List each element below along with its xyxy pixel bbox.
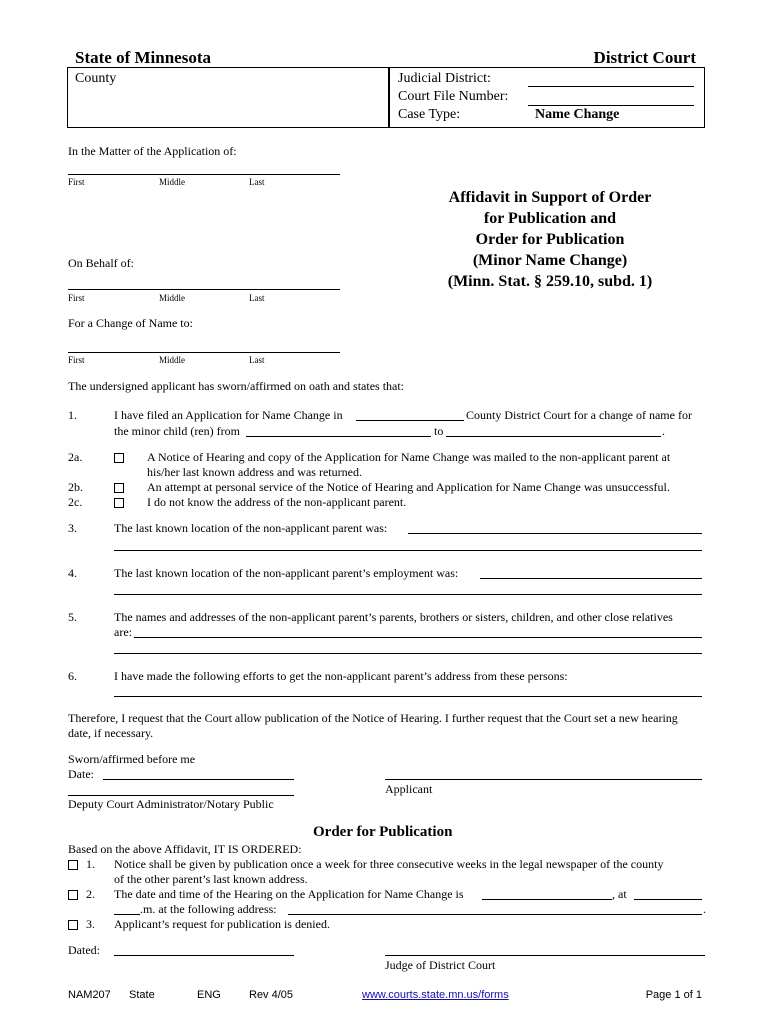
- therefore-text: Therefore, I request that the Court allow publication of the Notice of Hearing. I further request that the Court set a new hearing: [68, 711, 678, 725]
- forms-link[interactable]: www.courts.state.mn.us/forms: [362, 989, 509, 1001]
- middle-label: Middle: [159, 177, 185, 187]
- item-text: of the other parent’s last known address.: [114, 872, 308, 886]
- parent-location-field-2[interactable]: [114, 538, 702, 551]
- sworn-date-field[interactable]: [103, 767, 294, 780]
- first-label: First: [68, 293, 85, 303]
- intro-text: The undersigned applicant has sworn/affirmed on oath and states that:: [68, 379, 405, 393]
- item-text: An attempt at personal service of the Notice of Hearing and Application for Name Change was unsuccessful.: [147, 480, 670, 494]
- checkbox-2a[interactable]: [114, 450, 124, 465]
- footer-revision: Rev 4/05: [249, 989, 294, 1001]
- county-box[interactable]: [67, 67, 389, 128]
- judge-label: Judge of District Court: [385, 958, 496, 972]
- hearing-address-field[interactable]: [288, 902, 702, 915]
- item-text: Applicant’s request for publication is denied.: [114, 917, 330, 931]
- applicant-name-field[interactable]: [68, 160, 340, 175]
- sworn-text: Sworn/affirmed before me: [68, 752, 196, 766]
- change-to-label: For a Change of Name to:: [68, 316, 193, 330]
- from-name-field[interactable]: [246, 424, 431, 437]
- applicant-label: Applicant: [385, 782, 433, 796]
- court-file-number-field[interactable]: [528, 88, 694, 106]
- footer-language: ENG: [197, 989, 221, 1001]
- title-line: for Publication and: [483, 210, 617, 227]
- case-type-label: Case Type:: [398, 107, 461, 122]
- item-text: , at: [612, 887, 627, 901]
- judicial-district-field[interactable]: [528, 70, 694, 87]
- item-number: 3.: [86, 917, 95, 931]
- item-text: are:: [114, 625, 132, 639]
- date-label: Date:: [68, 767, 94, 781]
- item-number: 6.: [68, 669, 77, 683]
- therefore-text: date, if necessary.: [68, 726, 154, 740]
- item-number: 4.: [68, 566, 77, 580]
- item-number: 2.: [86, 887, 95, 901]
- order-heading: Order for Publication: [313, 824, 453, 840]
- efforts-field[interactable]: [114, 684, 702, 697]
- title-line: Affidavit in Support of Order: [448, 189, 652, 206]
- to-name-field[interactable]: [446, 424, 661, 437]
- checkbox-2b[interactable]: [114, 480, 124, 495]
- item-text: I have filed an Application for Name Change in: [114, 408, 343, 422]
- on-behalf-label: On Behalf of:: [68, 256, 134, 270]
- order-checkbox-3[interactable]: [68, 917, 78, 932]
- order-checkbox-2[interactable]: [68, 887, 78, 902]
- minor-name-field[interactable]: [68, 276, 340, 290]
- employment-field[interactable]: [480, 566, 702, 579]
- dated-label: Dated:: [68, 943, 100, 957]
- form-code: NAM207: [68, 989, 111, 1001]
- county-label: County: [75, 71, 117, 86]
- checkbox-2c[interactable]: [114, 495, 124, 510]
- title-line: (Minn. Stat. § 259.10, subd. 1): [447, 273, 653, 290]
- first-label: First: [68, 355, 85, 365]
- middle-label: Middle: [159, 293, 185, 303]
- last-label: Last: [249, 355, 265, 365]
- page-number: Page 1 of 1: [645, 989, 702, 1001]
- court-file-number-label: Court File Number:: [398, 89, 509, 104]
- county-field[interactable]: [356, 408, 464, 421]
- item-text: to: [434, 424, 444, 438]
- title-line: (Minor Name Change): [472, 252, 628, 269]
- item-text: Notice shall be given by publication once a week for three consecutive weeks in the legal newspaper of the county: [114, 857, 664, 871]
- first-label: First: [68, 177, 85, 187]
- footer-state: State: [129, 989, 155, 1001]
- item-text: I have made the following efforts to get the non-applicant parent’s address from these persons:: [114, 669, 568, 683]
- item-text: .m. at the following address:: [140, 902, 277, 916]
- case-type-value: Name Change: [535, 107, 620, 122]
- hearing-time-field[interactable]: [634, 887, 702, 900]
- case-info-box: [389, 67, 705, 128]
- item-text: The last known location of the non-applicant parent’s employment was:: [114, 566, 459, 580]
- item-text: I do not know the address of the non-applicant parent.: [147, 495, 407, 509]
- relatives-field-2[interactable]: [114, 641, 702, 654]
- item-text: the minor child (ren) from: [114, 424, 240, 438]
- hearing-date-field[interactable]: [482, 887, 612, 900]
- deputy-label: Deputy Court Administrator/Notary Public: [68, 797, 274, 811]
- item-number: 2c.: [68, 495, 83, 509]
- in-matter-label: In the Matter of the Application of:: [68, 144, 237, 158]
- item-text: The last known location of the non-applicant parent was:: [114, 521, 388, 535]
- judicial-district-label: Judicial District:: [398, 71, 491, 86]
- court-heading: District Court: [593, 48, 696, 67]
- last-label: Last: [249, 293, 265, 303]
- am-pm-field[interactable]: [114, 902, 140, 915]
- applicant-signature-field[interactable]: [385, 767, 702, 780]
- item-number: 2b.: [68, 480, 83, 494]
- document-title: [400, 187, 700, 292]
- item-number: 5.: [68, 610, 77, 624]
- last-label: Last: [249, 177, 265, 187]
- notary-signature-field[interactable]: [68, 783, 294, 796]
- item-text: The names and addresses of the non-applicant parent’s parents, brothers or sisters, children, and other close relatives: [114, 610, 673, 624]
- item-number: 1.: [86, 857, 95, 871]
- employment-field-2[interactable]: [114, 582, 702, 595]
- item-text: The date and time of the Hearing on the Application for Name Change is: [114, 887, 464, 901]
- item-text: A Notice of Hearing and copy of the Application for Name Change was mailed to the non-applicant parent at: [147, 450, 671, 464]
- item-text: his/her last known address and was returned.: [147, 465, 362, 479]
- new-name-field[interactable]: [68, 338, 340, 353]
- relatives-field[interactable]: [134, 625, 702, 638]
- state-heading: State of Minnesota: [75, 48, 211, 67]
- judge-signature-field[interactable]: [385, 943, 705, 956]
- item-number: 3.: [68, 521, 77, 535]
- title-line: Order for Publication: [475, 231, 625, 248]
- dated-field[interactable]: [114, 943, 294, 956]
- item-number: 1.: [68, 408, 77, 422]
- parent-location-field[interactable]: [408, 521, 702, 534]
- order-intro: Based on the above Affidavit, IT IS ORDERED:: [68, 842, 302, 856]
- item-number: 2a.: [68, 450, 83, 464]
- middle-label: Middle: [159, 355, 185, 365]
- item-text: County District Court for a change of name for: [466, 408, 692, 422]
- order-checkbox-1[interactable]: [68, 857, 78, 872]
